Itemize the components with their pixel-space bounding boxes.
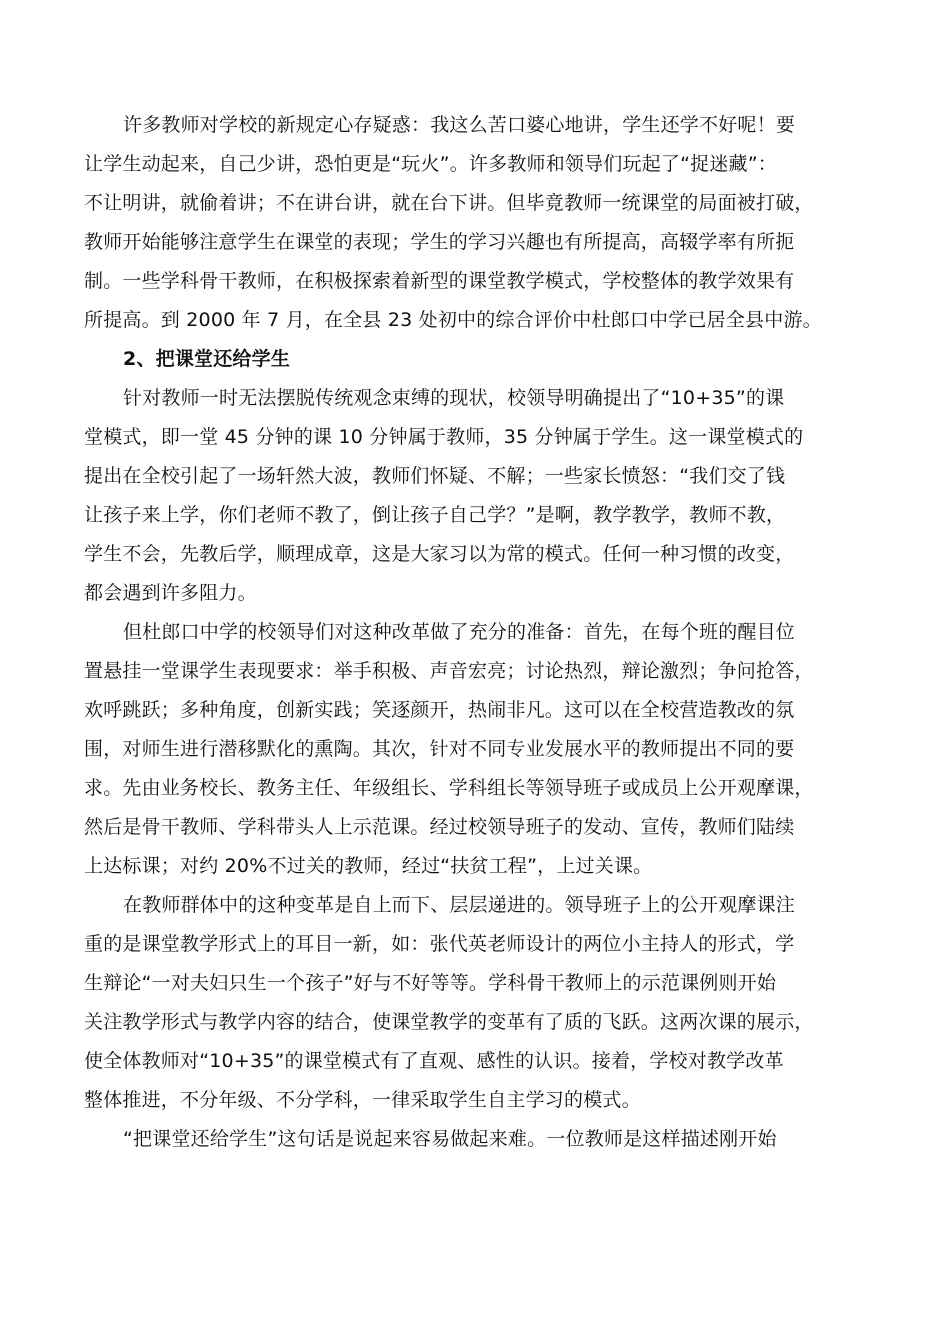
text-line: 不让明讲，就偷着讲；不在讲台讲，就在台下讲。但毕竟教师一统课堂的局面被打破，: [84, 192, 814, 214]
text-line: 使全体教师对“10+35”的课堂模式有了直观、感性的认识。接着，学校对教学改革: [84, 1050, 784, 1072]
text-line: 围，对师生进行潜移默化的熏陶。其次，针对不同专业发展水平的教师提出不同的要: [84, 738, 795, 760]
text-line: 所提高。到 2000 年 7 月，在全县 23 处初中的综合评价中杜郎口中学已居全县中游。: [84, 309, 822, 331]
text-line: “把课堂还给学生”这句话是说起来容易做起来难。一位教师是这样描述刚开始: [123, 1128, 777, 1150]
text-line: 重的是课堂教学形式上的耳目一新，如：张代英老师设计的两位小主持人的形式，学: [84, 933, 795, 955]
text-line: 然后是骨干教师、学科带头人上示范课。经过校领导班子的发动、宣传，教师们陆续: [84, 816, 795, 838]
text-line: 针对教师一时无法摆脱传统观念束缚的现状，校领导明确提出了“10+35”的课: [123, 387, 785, 409]
text-line: 提出在全校引起了一场轩然大波，教师们怀疑、不解；一些家长愤怒：“我们交了钱: [84, 465, 786, 487]
text-line: 求。先由业务校长、教务主任、年级组长、学科组长等领导班子或成员上公开观摩课，: [84, 777, 814, 799]
text-line: 学生不会，先教后学，顺理成章，这是大家习以为常的模式。任何一种习惯的改变，: [84, 543, 795, 565]
text-line: 但杜郎口中学的校领导们对这种改革做了充分的准备：首先，在每个班的醒目位: [123, 621, 796, 643]
text-line: 上达标课；对约 20%不过关的教师，经过“扶贫工程”，上过关课。: [84, 855, 653, 877]
text-line: 生辩论“一对夫妇只生一个孩子”好与不好等等。学科骨干教师上的示范课例则开始: [84, 972, 777, 994]
text-line: 让孩子来上学，你们老师不教了，倒让孩子自己学？”是啊，教学教学，教师不教，: [84, 504, 786, 526]
section-heading: 2、把课堂还给学生: [123, 348, 291, 370]
text-line: 在教师群体中的这种变革是自上而下、层层递进的。领导班子上的公开观摩课注: [123, 894, 796, 916]
text-line: 许多教师对学校的新规定心存疑惑：我这么苦口婆心地讲，学生还学不好呢！要: [123, 114, 796, 136]
text-line: 教师开始能够注意学生在课堂的表现；学生的学习兴趣也有所提高，高辍学率有所扼: [84, 231, 795, 253]
text-line: 堂模式，即一堂 45 分钟的课 10 分钟属于教师，35 分钟属于学生。这一课堂模式的: [84, 426, 804, 448]
text-line: 都会遇到许多阻力。: [84, 582, 257, 604]
text-line: 整体推进，不分年级、不分学科，一律采取学生自主学习的模式。: [84, 1089, 641, 1111]
text-line: 关注教学形式与教学内容的结合，使课堂教学的变革有了质的飞跃。这两次课的展示，: [84, 1011, 814, 1033]
text-line: 置悬挂一堂课学生表现要求：举手积极、声音宏亮；讨论热烈，辩论激烈；争问抢答，: [84, 660, 814, 682]
text-line: 欢呼跳跃；多种角度，创新实践；笑逐颜开，热闹非凡。这可以在全校营造教改的氛: [84, 699, 795, 721]
text-line: 让学生动起来，自己少讲，恐怕更是“玩火”。许多教师和领导们玩起了“捉迷藏”：: [84, 153, 777, 175]
text-line: 制。一些学科骨干教师，在积极探索着新型的课堂教学模式，学校整体的教学效果有: [84, 270, 795, 292]
